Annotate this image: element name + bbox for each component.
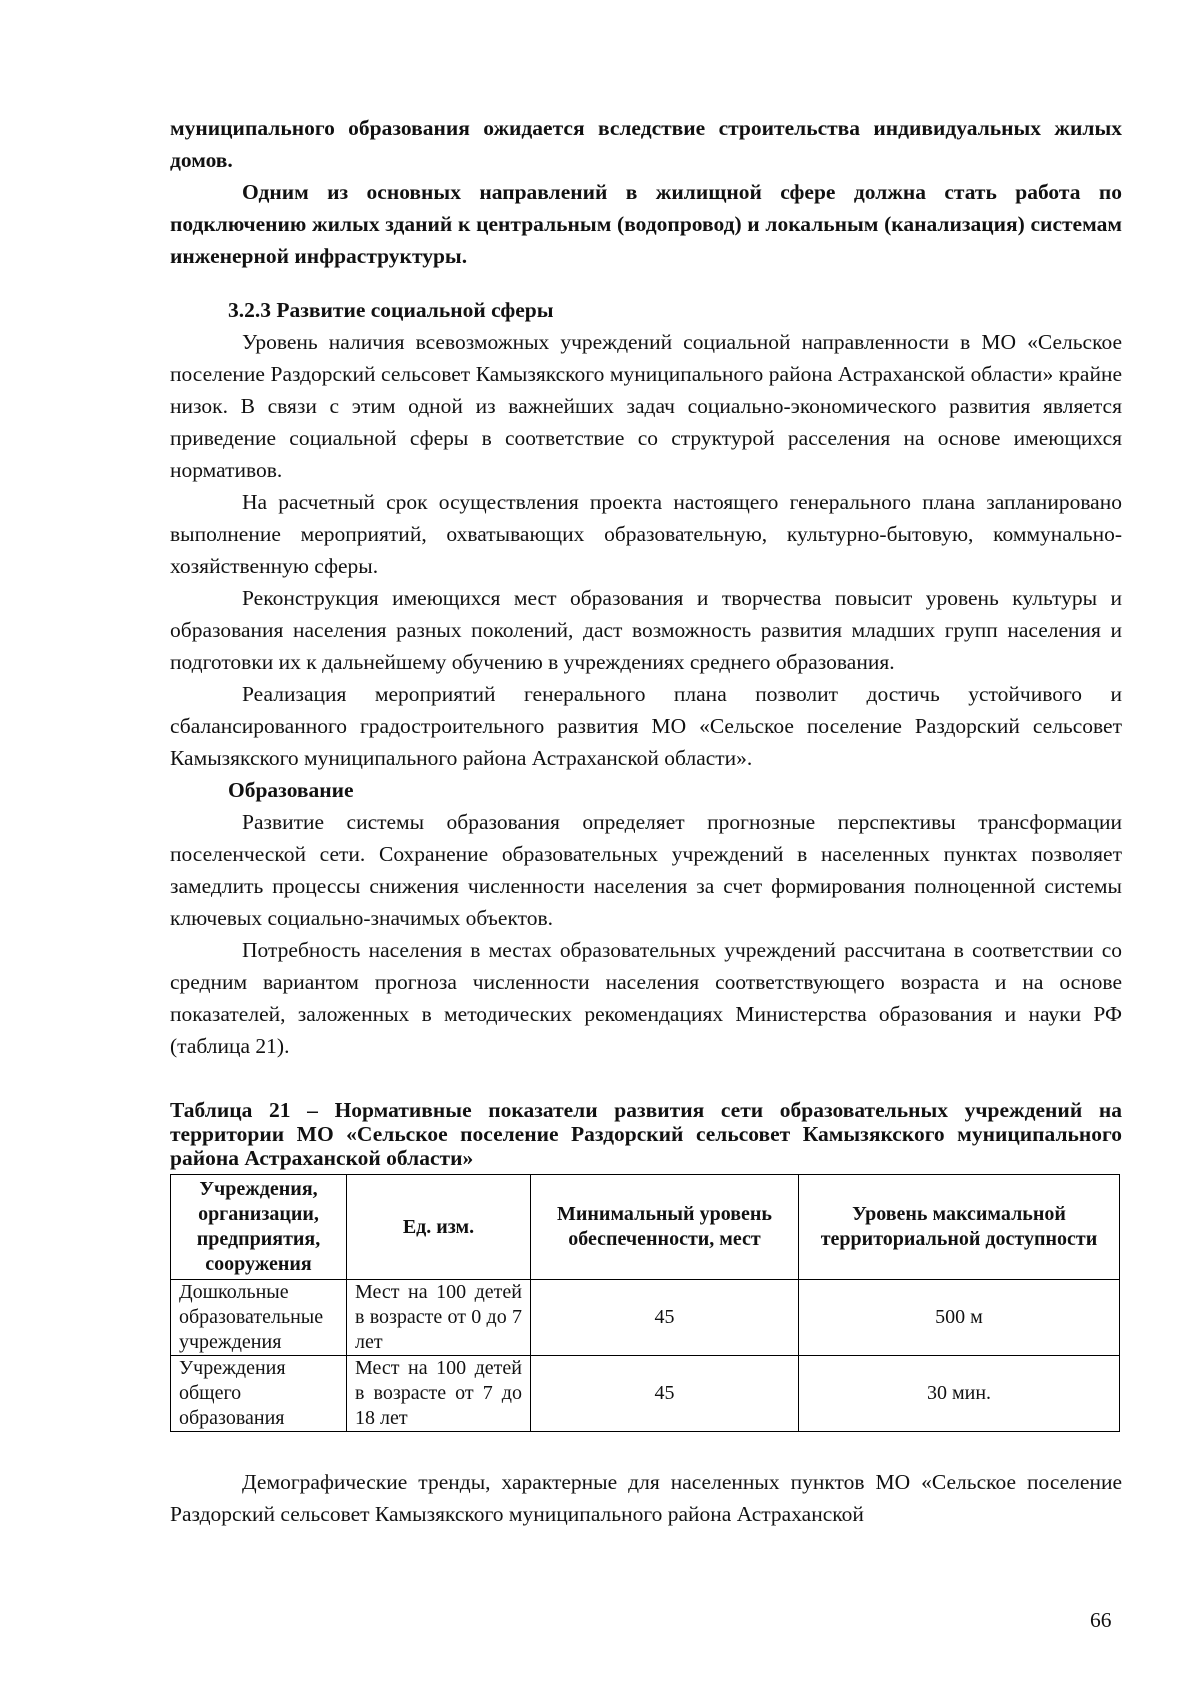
cell-unit: Мест на 100 детей в возрасте от 0 до 7 лет bbox=[347, 1280, 531, 1356]
table-caption: Таблица 21 – Нормативные показатели развития сети образовательных учреждений на территории МО «Сельское поселение Раздорский сельсовет Камызякского муниципального района Астраханской области» bbox=[170, 1098, 1122, 1170]
subheading-education: Образование bbox=[228, 778, 354, 802]
paragraph-planned-measures: На расчетный срок осуществления проекта настоящего генерального плана запланировано выполнение мероприятий, охватывающих образовательную, культурно-бытовую, коммунально-хозяйственную сферы. bbox=[170, 490, 1122, 578]
cell-min-level: 45 bbox=[531, 1280, 799, 1356]
page-number: 66 bbox=[1090, 1608, 1112, 1632]
cell-unit: Мест на 100 детей в возрасте от 7 до 18 лет bbox=[347, 1356, 531, 1432]
cell-max-access: 30 мин. bbox=[799, 1356, 1120, 1432]
cell-institution: Дошкольные образовательные учреждения bbox=[171, 1280, 347, 1356]
paragraph-demand: Потребность населения в местах образовательных учреждений рассчитана в соответствии со средним вариантом прогноза численности населения соответствующего возраста и на основе показателей, заложенных в методических рекомендациях Министерства образования и науки РФ (таблица 21). bbox=[170, 938, 1122, 1058]
table-row bbox=[171, 1356, 1120, 1432]
paragraph-housing-construction: муниципального образования ожидается вследствие строительства индивидуальных жилых домов. bbox=[170, 116, 1122, 172]
section-heading: 3.2.3 Развитие социальной сферы bbox=[228, 298, 554, 322]
paragraph-demographic-trends: Демографические тренды, характерные для населенных пунктов МО «Сельское поселение Раздорский сельсовет Камызякского муниципального района Астраханской bbox=[170, 1470, 1122, 1526]
norms-table bbox=[170, 1174, 1120, 1432]
paragraph-education-system: Развитие системы образования определяет прогнозные перспективы трансформации поселенческой сети. Сохранение образовательных учреждений в населенных пунктах позволяет замедлить процессы снижения численности населения за счет формирования полноценной системы ключевых социально-значимых объектов. bbox=[170, 810, 1122, 930]
document-page bbox=[170, 112, 1122, 1530]
table-row bbox=[171, 1280, 1120, 1356]
paragraph-implementation: Реализация мероприятий генерального плана позволит достичь устойчивого и сбалансированного градостроительного развития МО «Сельское поселение Раздорский сельсовет Камызякского муниципального района Астраханской области». bbox=[170, 682, 1122, 770]
paragraph-social-level: Уровень наличия всевозможных учреждений социальной направленности в МО «Сельское поселение Раздорский сельсовет Камызякского муниципального района Астраханской области» крайне низок. В связи с этим одной из важнейших задач социально-экономического развития является приведение социальной сферы в соответствие со структурой расселения на основе имеющихся нормативов. bbox=[170, 330, 1122, 482]
table-header-row bbox=[171, 1175, 1120, 1280]
cell-min-level: 45 bbox=[531, 1356, 799, 1432]
cell-institution: Учреждения общего образования bbox=[171, 1356, 347, 1432]
header-min-level: Минимальный уровень обеспеченности, мест bbox=[531, 1175, 799, 1280]
paragraph-reconstruction: Реконструкция имеющихся мест образования и творчества повысит уровень культуры и образования населения разных поколений, даст возможность развития младших групп населения и подготовки их к дальнейшему обучению в учреждениях среднего образования. bbox=[170, 586, 1122, 674]
header-unit: Ед. изм. bbox=[347, 1175, 531, 1280]
header-institutions: Учреждения, организации, предприятия, сооружения bbox=[171, 1175, 347, 1280]
paragraph-housing-infrastructure: Одним из основных направлений в жилищной сфере должна стать работа по подключению жилых зданий к центральным (водопровод) и локальным (канализация) системам инженерной инфраструктуры. bbox=[170, 180, 1122, 268]
header-max-access: Уровень максимальной территориальной доступности bbox=[799, 1175, 1120, 1280]
cell-max-access: 500 м bbox=[799, 1280, 1120, 1356]
